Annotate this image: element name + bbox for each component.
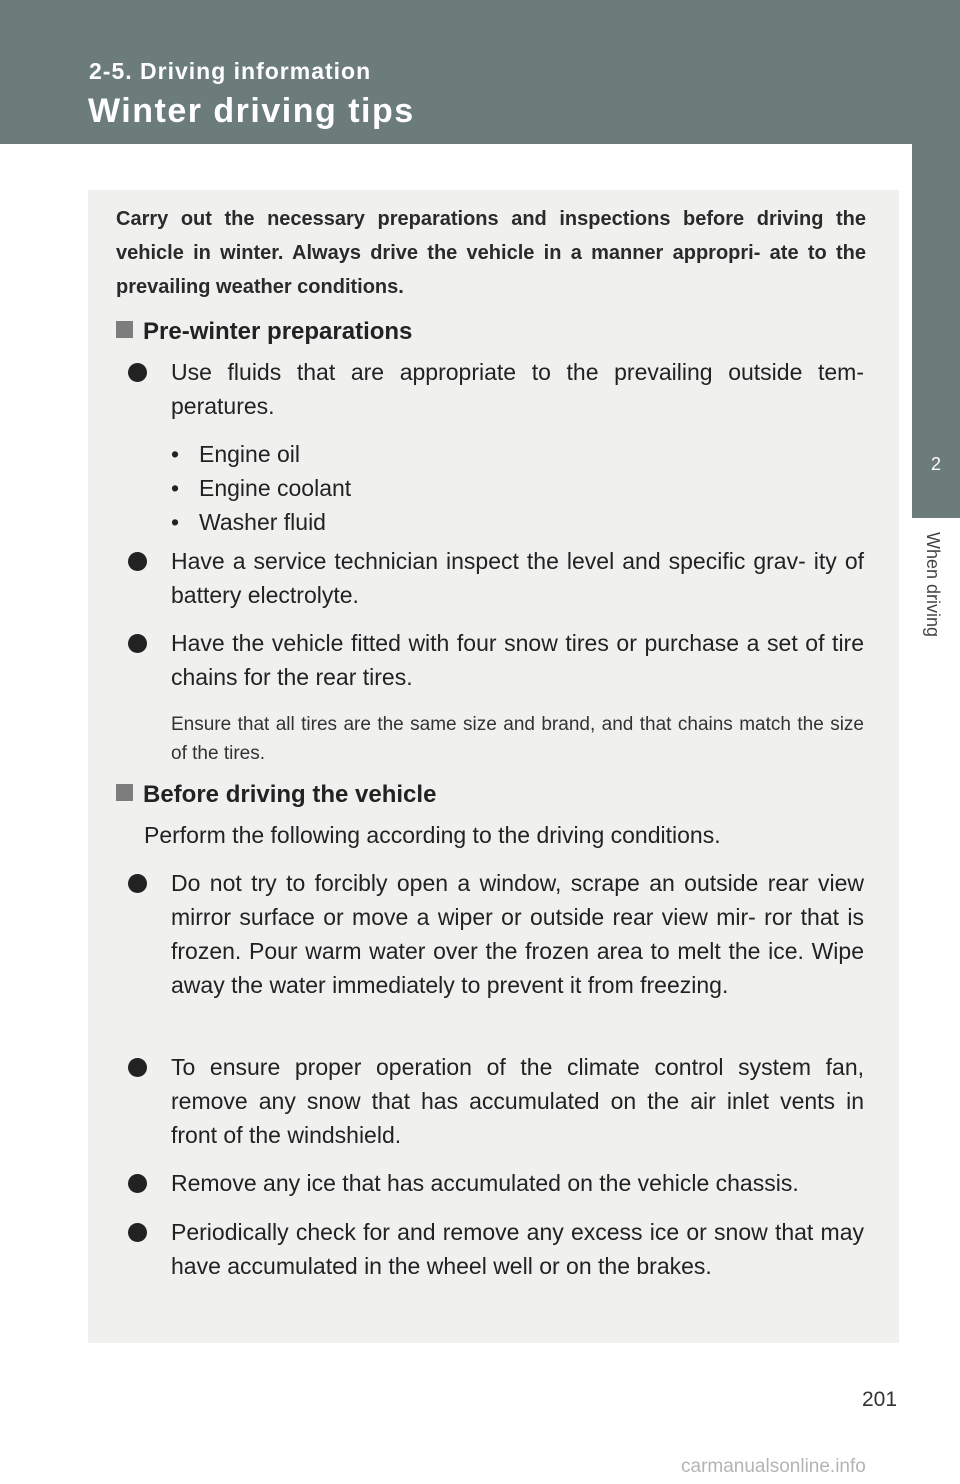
chapter-label: When driving	[923, 532, 943, 638]
bullet-icon	[128, 363, 147, 382]
square-bullet-icon	[116, 784, 133, 801]
list-item: Have a service technician inspect the level and specific grav- ity of battery electrolyte.	[128, 544, 864, 612]
list-item: Have the vehicle fitted with four snow tires or purchase a set of tire chains for the rear tires.	[128, 626, 864, 694]
bullet-icon	[128, 634, 147, 653]
chapter-label-tab	[912, 518, 960, 688]
page-number: 201	[862, 1388, 898, 1411]
section-label: 2-5. Driving information	[89, 58, 372, 84]
list-item: Remove any ice that has accumulated on the vehicle chassis.	[128, 1166, 864, 1200]
fluid-item: • Engine oil	[171, 441, 301, 467]
chapter-number-tab: 2	[912, 414, 960, 518]
list-item: Do not try to forcibly open a window, scrape an outside rear view mirror surface or move a wiper or outside rear view mir- ror that is frozen. Pour warm water over the frozen area to melt the ice. Wipe away the water immediately to prevent it from freezing.	[128, 866, 864, 1002]
fluid-item: • Washer fluid	[171, 509, 326, 535]
list-item: To ensure proper operation of the climate control system fan, remove any snow that has accumulated on the air inlet vents in front of the windshield.	[128, 1050, 864, 1152]
bullet-icon	[128, 1223, 147, 1242]
list-item: Periodically check for and remove any excess ice or snow that may have accumulated in the wheel well or on the brakes.	[128, 1215, 864, 1283]
tire-note: Ensure that all tires are the same size and brand, and that chains match the size of the tires.	[171, 714, 864, 764]
page-title: Winter driving tips	[88, 92, 415, 130]
page-header	[0, 0, 960, 144]
bullet-icon	[128, 552, 147, 571]
bullet-icon	[128, 874, 147, 893]
heading-before-driving: Before driving the vehicle	[116, 781, 436, 809]
fluid-item: • Engine coolant	[171, 475, 352, 501]
watermark: carmanualsonline.info	[681, 1456, 866, 1477]
list-item: Use fluids that are appropriate to the prevailing outside tem- peratures.	[128, 355, 864, 423]
lead-text: Perform the following according to the driving conditions.	[144, 822, 721, 848]
heading-pre-winter: Pre-winter preparations	[116, 318, 412, 346]
content-panel	[88, 190, 899, 1343]
side-tab-bar	[912, 144, 960, 414]
bullet-icon	[128, 1058, 147, 1077]
bullet-icon	[128, 1174, 147, 1193]
square-bullet-icon	[116, 321, 133, 338]
intro-paragraph: Carry out the necessary preparations and inspections before driving the vehicle in winter. Always drive the vehicle in a manner appropri- ate to the prevailing weather conditions.	[116, 208, 866, 298]
